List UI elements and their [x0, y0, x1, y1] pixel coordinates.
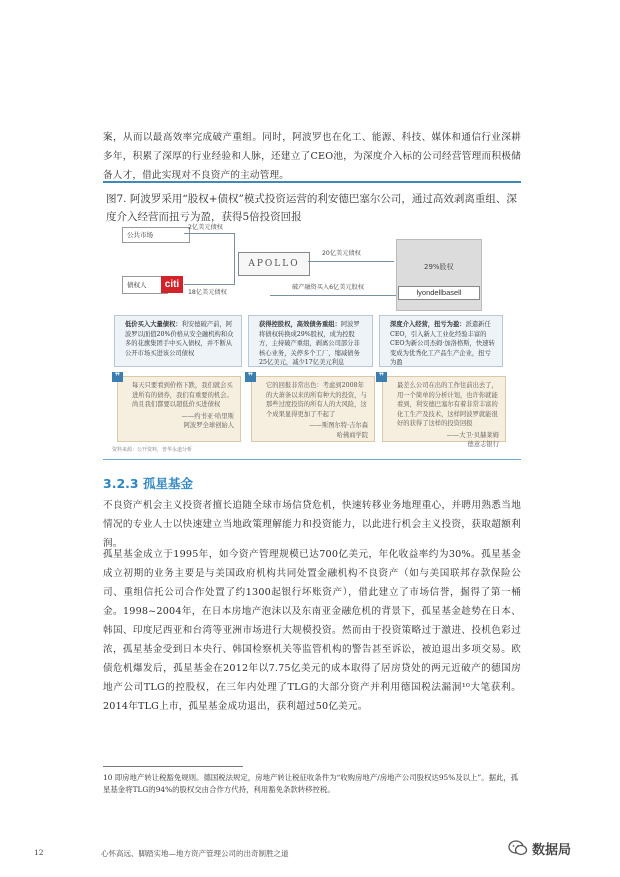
- panel-body: 阿波罗将债权转换成29%股权，成为控股方，主持破产重组，剥离公司部分非核心业务，关停多个工厂，缩减债务25亿美元，减少17亿美元利息: [259, 321, 360, 366]
- debt-2b-label: 2亿美元债权: [188, 224, 223, 231]
- panel-title: 深度介入经营，扭亏为盈：: [390, 321, 466, 328]
- equity-29-label: 29%股权: [424, 263, 454, 271]
- quote-attribution: ——斯图尔特·吉尔森 哈佛商学院: [309, 422, 368, 439]
- section-heading: 3.2.3 孤星基金: [103, 476, 193, 491]
- quote-attribution: ——大卫·贝赫莱姆 德意志银行: [446, 431, 499, 448]
- panel-title: 获得控股权，高效债务重组：: [259, 321, 341, 328]
- bankrupt-buy-label: 破产融资买入6亿美元股权: [292, 284, 364, 291]
- creditor-label: 债权人: [127, 281, 147, 289]
- connector-line: [184, 233, 234, 234]
- debt-18b-label: 18亿美元债权: [188, 289, 227, 296]
- panel-deep-ops: [379, 315, 503, 367]
- quote-3: [382, 376, 506, 448]
- footer-title: 心怀高远、脚踏实地—地方资产管理公司的出奇制胜之道: [101, 849, 289, 858]
- quote-mark-icon: ❞: [376, 372, 387, 382]
- intro-paragraph: 案，从而以最高效率完成破产重组。同时，阿波罗也在化工、能源、科技、媒体和通信行业深耕多年，积累了深厚的行业经验和人脉，还建立了CEO池，为深度介入标的公司经营管理而积极储备人才，借此实现对不良资产的主动管理。: [103, 132, 521, 181]
- quote-text: 它的回报非常出色：考虑到2008年的大萧条以来的所有种大的投资，与那些过度投资的所有人的大风险，这个成果显得更加了不起了: [266, 382, 367, 418]
- panel-body: 利安德破产前，阿波罗以面值20%价格从安全融机构和众多的花旗集团手中买入债权，并不断从公开市场买进该公司债权: [125, 321, 234, 357]
- connector-line: [184, 284, 234, 285]
- panel-title: 低价买入大量债权：: [125, 321, 182, 328]
- apollo-logo: APOLLO: [238, 252, 310, 276]
- connector-line: [270, 295, 396, 296]
- debt-20b-label: 20亿美元债权: [322, 250, 361, 257]
- public-market-box: [122, 227, 190, 243]
- citi-logo: citi: [161, 276, 183, 293]
- panel-control: [248, 315, 373, 367]
- lyondellbasell-box: [396, 239, 482, 311]
- quote-1: [117, 376, 241, 442]
- figure-source: 资料来源：公开资料，普华永道分析: [112, 447, 193, 453]
- footnote-divider: [103, 766, 243, 767]
- figure-title: 图7. 阿波罗采用“股权+债权”模式投资运营的利安德巴塞尔公司，通过高效剥离重组、深度介入经营而扭亏为盈，获得5倍投资回报: [106, 193, 517, 223]
- quote-text: 最差么公司在出的工作往前出去了，用一个简单的分析计划，也许你就能看到，利安德巴塞尔有着非常丰富的化工生产及技术，这样阿波罗就能很好的获得了这样的投资回报: [397, 382, 498, 427]
- quote-mark-icon: ❞: [112, 372, 123, 382]
- panel-buy-debt: [114, 315, 242, 367]
- section-paragraph-1: 不良资产机会主义投资者擅长追随全球市场信贷危机，快速转移业务地理重心，并聘用熟悉当地情况的专业人士以快速建立当地政策理解能力和投资能力，以此进行机会主义投资，获取超额利润。: [103, 500, 521, 549]
- connector-line: [234, 233, 235, 285]
- section-paragraph-2: 孤星基金成立于1995年，如今资产管理规模已达700亿美元，年化收益率约为30%。孤星基金成立初期的业务主要是与美国政府机构共同处置金融机构不良资产（如与美国联邦存款保险公司、重组信托公司合作处置了约1300起银行坏账资产），借此建立了市场信誉，掘得了第一桶金。1998~2004年，在日本房地产泡沫以及东南亚金融危机的背景下，孤星基金趁势在日本、韩国、印度尼西亚和台湾等亚洲市场进行大规模投资。然而由于投资策略过于激进、投机色彩过浓，孤星基金受到日本央行、韩国检察机关等监管机构的警告甚至诉讼，被迫退出多项交易。欧债危机爆发后，孤星基金在2012年以7.75亿美元的成本取得了居房贷处的两元近破产的德国房地产公司TLG的控股权，在三年内处理了TLG的大部分资产并利用德国税法漏洞¹⁰大笔获利。2014年TLG上市，孤星基金成功退出，获利超过50亿美元。: [103, 549, 521, 712]
- lyondellbasell-logo: lyondellbasell: [398, 286, 480, 300]
- wechat-icon: [508, 838, 528, 858]
- public-market-label: 公共市场: [127, 231, 153, 239]
- page-number: 12: [34, 848, 44, 857]
- quote-attribution: ——约书亚·哈里斯 阿波罗全球创始人: [181, 412, 234, 429]
- panel-body: 派遣新任CEO，引入新人工业化经验丰富的CEO为新公司杰姆·加洛格斯，快速转变成为优秀化工产品生产企业，扭亏为盈: [390, 321, 495, 366]
- quote-text: 每天只要看到价格下跌，我们就会买进所有的债券，我们有重要的机会。尚且我们都要以超低价买进债权: [132, 382, 233, 408]
- watermark-text: 数据局: [532, 843, 572, 858]
- footnote: 10 即房地产转让税豁免规则。德国税法规定，房地产转让税征收条件为“收购房地产/房地产公司股权达95%及以上”。据此，孤星基金将TLG的94%的股权交由合作方代持，利用豁免条款转移控税。: [103, 773, 519, 794]
- quote-2: [251, 376, 375, 442]
- connector-line: [308, 261, 394, 262]
- quote-mark-icon: ❞: [245, 372, 256, 382]
